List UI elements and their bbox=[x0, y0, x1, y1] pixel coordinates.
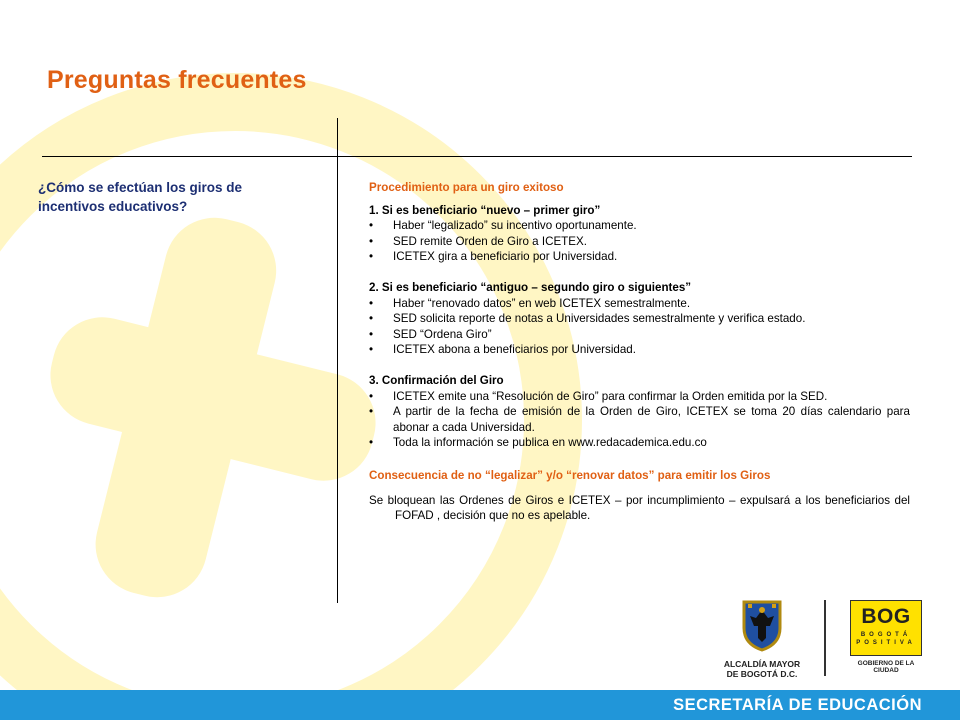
bog-sub2: POSITIVA bbox=[856, 640, 916, 646]
bogota-positiva-logo bbox=[847, 600, 925, 674]
horizontal-divider bbox=[42, 156, 912, 157]
block2-list bbox=[369, 296, 910, 358]
list-item: • ICETEX gira a beneficiario por Universidad. bbox=[369, 249, 910, 265]
footer-bar bbox=[0, 690, 960, 720]
page-title: Preguntas frecuentes bbox=[47, 66, 307, 94]
footer-label: SECRETARÍA DE EDUCACIÓN bbox=[673, 696, 922, 714]
bog-caption: GOBIERNO DE LA CIUDAD bbox=[857, 660, 915, 674]
list-item: • ICETEX abona a beneficiarios por Universidad. bbox=[369, 342, 910, 358]
bog-wordmark: BOG bbox=[861, 605, 911, 628]
alcaldia-line2: DE BOGOTÁ D.C. bbox=[726, 669, 798, 679]
consequence-title: Consecuencia de no “legalizar” y/o “renovar datos” para emitir los Giros bbox=[369, 468, 771, 482]
alcaldia-logo bbox=[712, 598, 812, 679]
bog-sub1: BOGOTÁ bbox=[860, 632, 912, 638]
institutional-logos bbox=[712, 596, 932, 678]
procedure-title: Procedimiento para un giro exitoso bbox=[369, 181, 564, 194]
logo-divider bbox=[824, 600, 826, 676]
list-item: • Haber “legalizado” su incentivo oportunamente. bbox=[369, 218, 910, 234]
list-item: • SED remite Orden de Giro a ICETEX. bbox=[369, 234, 910, 250]
block1-heading: 1. Si es beneficiario “nuevo – primer giro” bbox=[369, 203, 601, 217]
alcaldia-line1: ALCALDÍA MAYOR bbox=[723, 659, 801, 669]
list-item: • Haber “renovado datos” en web ICETEX semestralmente. bbox=[369, 296, 910, 312]
consequence-text: Se bloquean las Ordenes de Giros e ICETEX – por incumplimiento – expulsará a los beneficiarios del FOFAD , decisión que no es apelable. bbox=[369, 493, 910, 523]
coat-of-arms-icon bbox=[740, 598, 784, 652]
vertical-divider bbox=[337, 118, 338, 603]
list-item: • Toda la información se publica en www.redacademica.edu.co bbox=[369, 435, 910, 451]
faq-question: ¿Cómo se efectúan los giros de incentivos educativos? bbox=[38, 180, 243, 214]
block3-list bbox=[369, 389, 910, 451]
block3-heading: 3. Confirmación del Giro bbox=[369, 373, 504, 387]
list-item: • SED “Ordena Giro” bbox=[369, 327, 910, 343]
list-item: • SED solicita reporte de notas a Universidades semestralmente y verifica estado. bbox=[369, 311, 910, 327]
faq-answer bbox=[369, 180, 910, 524]
list-item: • ICETEX emite una “Resolución de Giro” para confirmar la Orden emitida por la SED. bbox=[369, 389, 910, 405]
block2-heading: 2. Si es beneficiario “antiguo – segundo giro o siguientes” bbox=[369, 280, 692, 294]
list-item: • A partir de la fecha de emisión de la Orden de Giro, ICETEX se toma 20 días calendario para abonar a cada Universidad. bbox=[369, 404, 910, 435]
block1-list bbox=[369, 218, 910, 265]
